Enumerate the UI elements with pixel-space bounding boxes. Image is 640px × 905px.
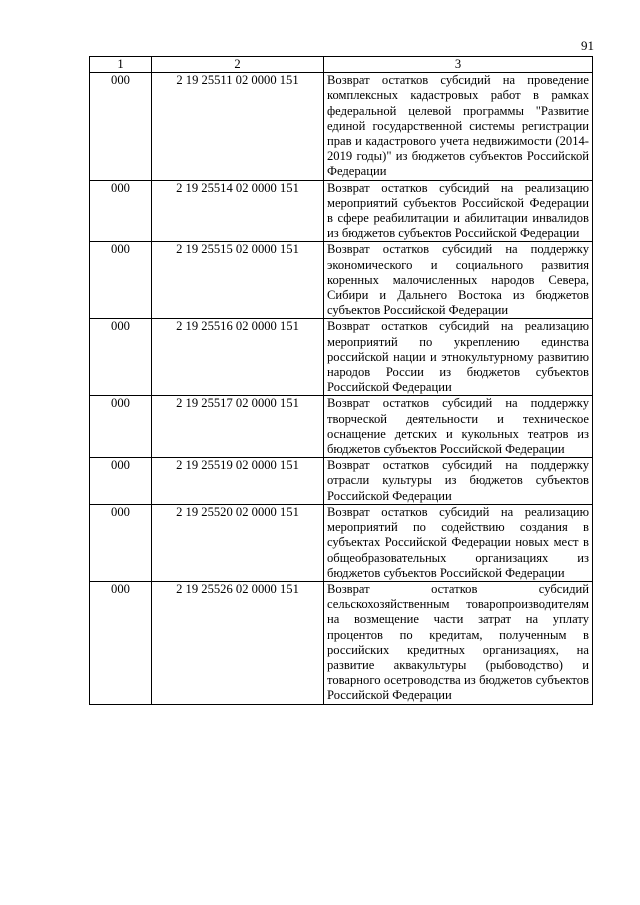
column-header-2: 2 bbox=[152, 57, 324, 73]
column-header-1: 1 bbox=[90, 57, 152, 73]
table-row bbox=[90, 581, 593, 704]
description-cell: Возврат остатков субсидий на поддержку экономического и социального развития коренных малочисленных народов Севера, Сибири и Дальнего Востока из бюджетов субъектов Российской Федерации bbox=[324, 242, 593, 319]
admin-code-cell: 000 bbox=[90, 396, 152, 458]
table-row bbox=[90, 504, 593, 581]
column-header-3: 3 bbox=[324, 57, 593, 73]
table-row bbox=[90, 396, 593, 458]
kbk-code-cell: 2 19 25519 02 0000 151 bbox=[152, 458, 324, 505]
kbk-code-cell: 2 19 25515 02 0000 151 bbox=[152, 242, 324, 319]
kbk-code-cell: 2 19 25516 02 0000 151 bbox=[152, 319, 324, 396]
description-cell: Возврат остатков субсидий на реализацию мероприятий субъектов Российской Федерации в сфере реабилитации и абилитации инвалидов из бюджетов субъектов Российской Федерации bbox=[324, 180, 593, 242]
description-cell: Возврат остатков субсидий на проведение комплексных кадастровых работ в рамках федеральной целевой программы "Развитие единой государственной системы регистрации прав и кадастрового учета недвижимости (2014-2019 годы)" из бюджетов субъектов Российской Федерации bbox=[324, 73, 593, 180]
admin-code-cell: 000 bbox=[90, 73, 152, 180]
description-cell: Возврат остатков субсидий на реализацию мероприятий по содействию создания в субъектах Российской Федерации новых мест в общеобразовательных организациях из бюджетов субъектов Российской Федерации bbox=[324, 504, 593, 581]
kbk-code-cell: 2 19 25520 02 0000 151 bbox=[152, 504, 324, 581]
admin-code-cell: 000 bbox=[90, 504, 152, 581]
kbk-code-cell: 2 19 25517 02 0000 151 bbox=[152, 396, 324, 458]
description-cell: Возврат остатков субсидий на поддержку творческой деятельности и техническое оснащение детских и кукольных театров из бюджетов субъектов Российской Федерации bbox=[324, 396, 593, 458]
description-cell: Возврат остатков субсидий сельскохозяйственным товаропроизводителям на возмещение части затрат на уплату процентов по кредитам, полученным в российских кредитных организациях, на развитие аквакультуры (рыбоводство) и товарного осетроводства из бюджетов субъектов Российской Федерации bbox=[324, 581, 593, 704]
description-cell: Возврат остатков субсидий на реализацию мероприятий по укреплению единства российской нации и этнокультурному развитию народов России из бюджетов субъектов Российской Федерации bbox=[324, 319, 593, 396]
admin-code-cell: 000 bbox=[90, 458, 152, 505]
table-row bbox=[90, 458, 593, 505]
budget-codes-table bbox=[89, 56, 593, 705]
admin-code-cell: 000 bbox=[90, 319, 152, 396]
table-row bbox=[90, 73, 593, 180]
table-row bbox=[90, 242, 593, 319]
kbk-code-cell: 2 19 25526 02 0000 151 bbox=[152, 581, 324, 704]
table-row bbox=[90, 319, 593, 396]
admin-code-cell: 000 bbox=[90, 242, 152, 319]
kbk-code-cell: 2 19 25514 02 0000 151 bbox=[152, 180, 324, 242]
admin-code-cell: 000 bbox=[90, 581, 152, 704]
page-number: 91 bbox=[581, 38, 594, 53]
admin-code-cell: 000 bbox=[90, 180, 152, 242]
kbk-code-cell: 2 19 25511 02 0000 151 bbox=[152, 73, 324, 180]
table-row bbox=[90, 180, 593, 242]
table-header-row bbox=[90, 57, 593, 73]
description-cell: Возврат остатков субсидий на поддержку отрасли культуры из бюджетов субъектов Российской Федерации bbox=[324, 458, 593, 505]
